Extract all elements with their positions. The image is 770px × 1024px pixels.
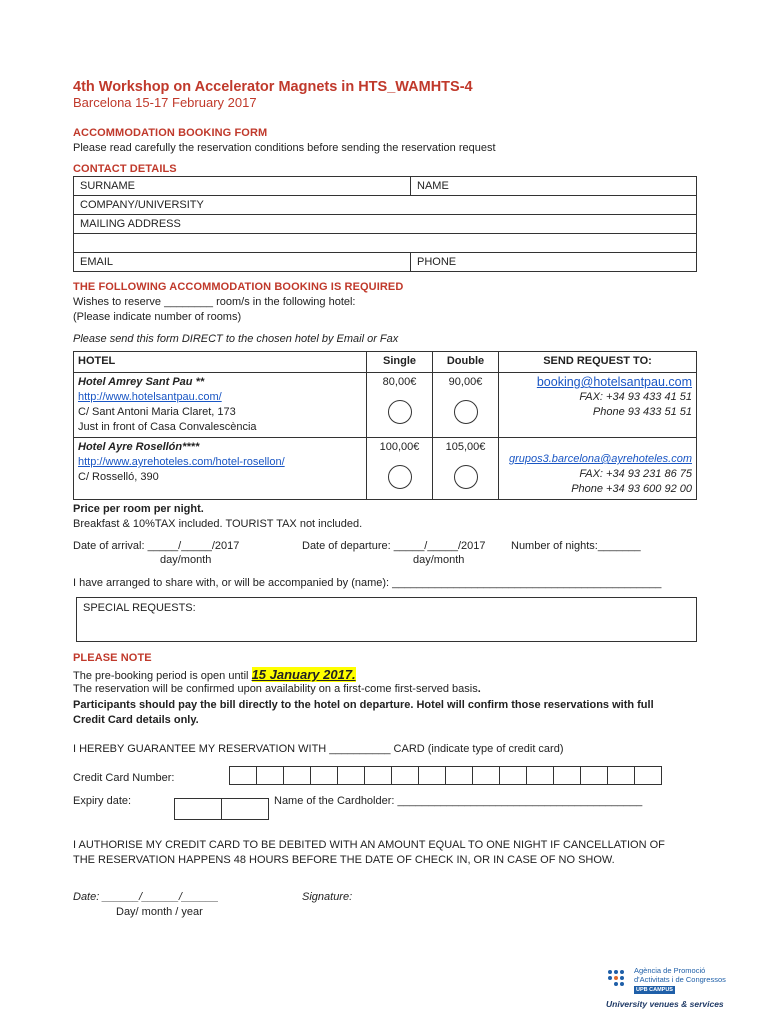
logo-line1: Agència de Promoció — [634, 966, 706, 975]
phone-field[interactable] — [411, 253, 697, 272]
email-field[interactable] — [74, 253, 411, 272]
price-note: Price per room per night. — [73, 503, 204, 515]
mailing-label: MAILING ADDRESS — [80, 218, 181, 230]
cardholder-field[interactable]: Name of the Cardholder: ________________________________________ — [274, 795, 643, 807]
confirmation-label: The reservation will be confirmed upon availability on a first-come first-served basis — [73, 683, 478, 695]
single-price: 80,00€ — [382, 376, 417, 388]
hotel-fax: FAX: +34 93 231 86 75 — [579, 468, 692, 480]
hotel-url-link[interactable]: http://www.hotelsantpau.com/ — [78, 391, 222, 403]
prebooking-text — [73, 667, 356, 682]
hotels-table — [73, 351, 697, 500]
hotel-url-link[interactable]: http://www.ayrehoteles.com/hotel-rosellon/ — [78, 456, 285, 468]
contact-details-table — [73, 176, 697, 272]
page-subtitle: Barcelona 15-17 February 2017 — [73, 95, 257, 110]
confirmation-text — [73, 683, 481, 695]
double-price: 90,00€ — [448, 376, 483, 388]
name-label: NAME — [417, 180, 449, 192]
email-label: EMAIL — [80, 256, 114, 268]
form-instruction: Please read carefully the reservation conditions before sending the reservation request — [73, 142, 496, 154]
wishes-text: Wishes to reserve ________ room/s in the following hotel: — [73, 296, 356, 308]
logo-campus-badge: UPB CAMPUS — [636, 987, 673, 993]
arrival-date-field[interactable]: Date of arrival: _____/_____/2017 — [73, 540, 240, 552]
double-room-radio[interactable] — [454, 400, 478, 424]
dots-logo-icon — [606, 968, 634, 992]
participants-note: Participants should pay the bill directly to the hotel on departure. Hotel will confirm those reservations with full Credit Card details only. — [73, 699, 654, 726]
mailing-address-field-2[interactable] — [74, 234, 697, 253]
hotel-email-link[interactable]: booking@hotelsantpau.com — [536, 375, 692, 389]
departure-hint: day/month — [413, 554, 465, 566]
signoff-date-hint: Day/ month / year — [116, 906, 203, 918]
expiry-label: Expiry date: — [73, 795, 132, 807]
confirmation-end: . — [477, 683, 481, 695]
signature-field[interactable]: Signature: — [302, 891, 353, 903]
single-room-radio[interactable] — [388, 465, 412, 489]
direct-send-text: Please send this form DIRECT to the chosen hotel by Email or Fax — [73, 333, 399, 345]
expiry-boxes[interactable] — [175, 798, 269, 820]
double-room-radio[interactable] — [454, 465, 478, 489]
company-label: COMPANY/UNIVERSITY — [80, 199, 204, 211]
double-column-header: Double — [433, 352, 499, 373]
signoff-date-field[interactable]: Date: ______/______/______ — [73, 891, 219, 903]
single-column-header: Single — [367, 352, 433, 373]
company-field[interactable] — [74, 196, 697, 215]
surname-field[interactable] — [74, 177, 411, 196]
breakfast-note: Breakfast & 10%TAX included. TOURIST TAX not included. — [73, 518, 363, 530]
hotel-phone: Phone +34 93 600 92 00 — [571, 483, 692, 495]
single-price: 100,00€ — [379, 441, 420, 453]
single-room-radio[interactable] — [388, 400, 412, 424]
hotel-column-header: HOTEL — [74, 352, 367, 373]
name-field[interactable] — [411, 177, 697, 196]
special-requests-label: SPECIAL REQUESTS: — [83, 602, 196, 614]
double-price: 105,00€ — [445, 441, 486, 453]
authorise-text: I AUTHORISE MY CREDIT CARD TO BE DEBITED WITH AN AMOUNT EQUAL TO ONE NIGHT IF CANCELLATION OF THE RESERVATION HAPPENS 48 HOURS BEFORE THE DATE OF CHECK IN, OR IN CASE OF NO SHOW. — [73, 839, 665, 866]
indicate-rooms-text: (Please indicate number of rooms) — [73, 311, 242, 323]
table-row — [74, 373, 697, 438]
please-note-heading: PLEASE NOTE — [73, 652, 152, 664]
card-number-label: Credit Card Number: — [73, 772, 175, 784]
contact-heading: CONTACT DETAILS — [73, 163, 177, 175]
hotel-name: Hotel Amrey Sant Pau ** — [78, 376, 205, 388]
guarantee-text[interactable]: I HEREBY GUARANTEE MY RESERVATION WITH __________ CARD (indicate type of credit card) — [73, 743, 564, 755]
special-requests-field[interactable] — [76, 597, 697, 642]
phone-label: PHONE — [417, 256, 457, 268]
hotel-email-link[interactable]: grupos3.barcelona@ayrehoteles.com — [509, 453, 692, 465]
hotel-address-note: Just in front of Casa Convalescència — [78, 421, 257, 433]
hotel-address: C/ Rosselló, 390 — [78, 471, 159, 483]
logo-line2: d'Activitats i de Congressos — [634, 975, 726, 984]
hotel-name: Hotel Ayre Rosellón**** — [78, 441, 200, 453]
page-title: 4th Workshop on Accelerator Magnets in HTS_WAMHTS-4 — [73, 79, 473, 95]
share-field[interactable]: I have arranged to share with, or will be accompanied by (name): ____________________________________________ — [73, 577, 662, 589]
mailing-address-field[interactable] — [74, 215, 697, 234]
hotel-phone: Phone 93 433 51 51 — [592, 406, 692, 418]
booking-heading: THE FOLLOWING ACCOMMODATION BOOKING IS REQUIRED — [73, 281, 404, 293]
departure-date-field[interactable]: Date of departure: _____/_____/2017 — [302, 540, 486, 552]
table-row — [74, 438, 697, 500]
logo-text — [634, 966, 726, 994]
card-number-boxes[interactable] — [230, 766, 662, 785]
send-request-column-header: SEND REQUEST TO: — [499, 352, 697, 373]
nights-field[interactable]: Number of nights:_______ — [511, 540, 641, 552]
prebooking-label: The pre-booking period is open until — [73, 670, 249, 682]
prebooking-deadline: 15 January 2017. — [251, 667, 356, 682]
hotel-fax: FAX: +34 93 433 41 51 — [579, 391, 692, 403]
logo-tagline: University venues & services — [606, 999, 724, 1009]
surname-label: SURNAME — [80, 180, 136, 192]
hotel-address: C/ Sant Antoni Maria Claret, 173 — [78, 406, 236, 418]
form-heading: ACCOMMODATION BOOKING FORM — [73, 127, 268, 139]
agency-logo — [606, 966, 746, 1016]
arrival-hint: day/month — [160, 554, 212, 566]
